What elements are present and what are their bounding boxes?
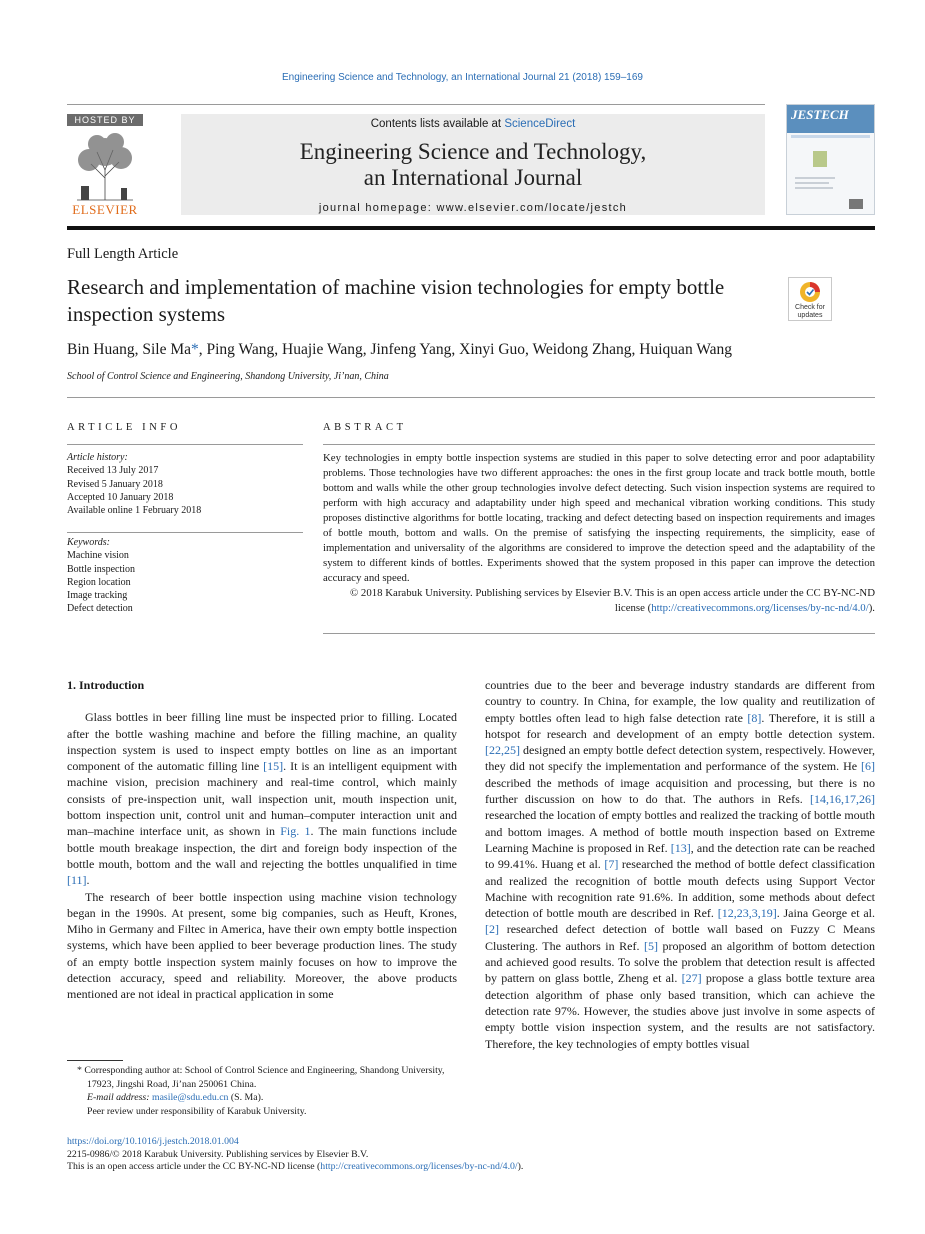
text-run: proposed an algorithm of bottom detection and achieved good results. To solve the problem that detection result is affected by pattern on glass bottle, Zheng et al. xyxy=(485,938,875,986)
authors-rest: , Ping Wang, Huajie Wang, Jinfeng Yang, Xinyi Guo, Weidong Zhang, Huiquan Wang xyxy=(198,341,733,358)
bottom-publication-info xyxy=(67,1136,523,1174)
abstract-bottom-rule xyxy=(323,633,875,634)
history-accepted: Accepted 10 January 2018 xyxy=(67,491,174,503)
abstract-copyright xyxy=(323,586,875,616)
header-rule xyxy=(67,104,765,105)
license-line xyxy=(67,1161,523,1174)
body-column-left xyxy=(67,677,457,1003)
abstract-paragraph: Key technologies in empty bottle inspection systems are studied in this paper to solve detecting error and poor adaptability problems. Those technologies have two different approaches: the ones in the first group locate and track bottle mouth, bottle bottom and walls while the other group technologies involve defect detecting. Such vision inspection systems are required to perform with high accuracy and adaptability under high speed and mechanical vibration working conditions. This study proposes distinctive algorithms for bottle locating, tracking and defect detecting based on inspection requirements and images of bottle mouth, bottom and walls. On the premise of satisfying the inspecting requirements, the simplicity, ease of implementation and universality of the algorithms are considered to improve the detection speed and the adaptability of the system to different kinds of bottles. Experiments showed that the system proposed in this paper can improve the detection accuracy and speed. xyxy=(323,452,875,584)
corresponding-author-note: * Corresponding author at: School of Control Science and Engineering, Shandong University, 17923, Jingshi Road, Ji’nan 250061 China. xyxy=(77,1065,445,1090)
citation-link[interactable]: [11] xyxy=(67,873,87,888)
cover-journal-name: JESTECH xyxy=(791,107,849,122)
abstract-heading: ABSTRACT xyxy=(323,422,407,433)
history-online: Available online 1 February 2018 xyxy=(67,505,202,517)
text-run: . The main functions include bottle mouth breakage inspection, the dirt and foreign body inspection of the bottle mouth, bottom and the wall and rejecting the bottles unqualified in time xyxy=(67,824,457,871)
peer-review-note: Peer review under responsibility of Karabuk University. xyxy=(87,1105,307,1117)
sciencedirect-link[interactable]: ScienceDirect xyxy=(504,118,576,130)
keywords-label: Keywords: xyxy=(67,537,110,548)
article-info-rule xyxy=(67,444,303,445)
keywords xyxy=(67,536,135,616)
keyword-item: Machine vision xyxy=(67,550,129,562)
email-note xyxy=(67,1091,457,1105)
affiliation: School of Control Science and Engineering, Shandong University, Ji’nan, China xyxy=(67,371,389,382)
article-type: Full Length Article xyxy=(67,246,179,262)
citation-link[interactable]: [14,16,17,26] xyxy=(810,792,875,807)
body-column-right xyxy=(485,677,875,1052)
email-suffix: (S. Ma). xyxy=(228,1092,264,1103)
text-run: . xyxy=(86,873,90,888)
updates-label: updates xyxy=(797,312,823,319)
text-run: , and the detection rate can be reached to 99.41%. Huang et al. xyxy=(485,840,876,872)
citation-link[interactable]: [5] xyxy=(643,938,658,953)
issn-line: 2215-0986/© 2018 Karabuk University. Publishing services by Elsevier B.V. xyxy=(67,1148,369,1160)
article-info-heading: ARTICLE INFO xyxy=(67,422,182,433)
intro-paragraph-2: The research of beer bottle inspection using machine vision technology began in the 1990s. At present, some big companies, such as Heuft, Krones, Miho in Germany and Filtec in America, have their own empty bottle inspection systems, which have been applied to beer beverage production lines. The study of an empty bottle inspection system mainly focuses on how to improve the detection accuracy, speed and reliability. Moreover, the above products mentioned are not ideal in practical application in some xyxy=(67,889,457,1002)
history-label: Article history: xyxy=(67,452,128,463)
text-run: . Therefore, it is still a hotspot for research and development of an empty bottle detection system. xyxy=(485,710,876,741)
abstract-body xyxy=(323,451,875,616)
history-received: Received 13 July 2017 xyxy=(67,465,159,477)
citation-link[interactable]: [15] xyxy=(263,759,284,774)
email-link[interactable]: masile@sdu.edu.cn xyxy=(151,1092,229,1103)
citation-link[interactable]: [13] xyxy=(670,840,691,855)
text-run: countries due to the beer and beverage industry standards are different from country to country. In China, for example, the low quality and reutilization of empty bottles often lead to high false detection rate xyxy=(485,678,875,725)
license-prefix: This is an open access article under the CC BY-NC-ND license ( xyxy=(67,1161,321,1172)
article-info-divider xyxy=(67,532,303,533)
email-label: E-mail address: xyxy=(87,1092,152,1103)
check-for-label: Check for xyxy=(795,304,825,311)
doi-link[interactable]: https://doi.org/10.1016/j.jestch.2018.01.004 xyxy=(67,1136,239,1147)
article-title: Research and implementation of machine vision technologies for empty bottle inspection systems xyxy=(67,275,725,326)
citation-link[interactable]: [7] xyxy=(604,857,619,872)
keyword-item: Image tracking xyxy=(67,590,128,602)
intro-paragraph-1 xyxy=(67,709,457,888)
text-run: Glass bottles in beer filling line must be inspected prior to filling. Located after the bottle washing machine and before the filling machine, an quality inspection system is used to inspect empty bottles on line as an important component of the automatic filling line xyxy=(67,710,457,774)
footnote-rule xyxy=(67,1060,123,1061)
journal-title-line-2: an International Journal xyxy=(363,165,583,190)
history-revised: Revised 5 January 2018 xyxy=(67,478,163,490)
keyword-item: Bottle inspection xyxy=(67,563,136,575)
journal-title xyxy=(181,139,765,191)
citation-link[interactable]: [2] xyxy=(485,922,499,937)
text-run: propose a glass bottle texture area detection algorithm of phase only based transition, which can achieve the detection rate 97%. However, the studies above just involve in some aspects of empty bottle vision inspection system, and the results are not satisfactory. Therefore, the key technologies of empty bottles visual xyxy=(485,971,876,1051)
authors-first: Bin Huang, Sile Ma xyxy=(67,341,191,358)
figure-link[interactable]: Fig. 1 xyxy=(280,824,311,839)
contents-line xyxy=(181,118,765,130)
journal-cover-thumbnail[interactable] xyxy=(786,104,875,215)
keyword-item: Defect detection xyxy=(67,603,133,615)
journal-homepage-link[interactable]: journal homepage: www.elsevier.com/locate/jestch xyxy=(318,202,628,214)
text-run: designed an empty bottle defect detection system, respectively. However, they did not specify the implementation and performance of the system. He xyxy=(485,743,875,774)
elsevier-tree-logo xyxy=(67,130,143,202)
abstract-rule xyxy=(323,444,875,445)
citation-link[interactable]: [12,23,3,19] xyxy=(717,906,777,921)
license-suffix: ). xyxy=(517,1161,524,1172)
intro-paragraph-2-continued xyxy=(485,677,875,1052)
citation-link[interactable]: [8] xyxy=(747,710,762,725)
license-link-bottom[interactable]: http://creativecommons.org/licenses/by-nc-nd/4.0/ xyxy=(320,1161,518,1172)
masthead-thick-rule xyxy=(67,226,875,230)
corresponding-author-mark[interactable]: * xyxy=(191,341,199,358)
check-for-updates-button[interactable] xyxy=(788,277,832,321)
license-link[interactable]: http://creativecommons.org/licenses/by-nc-nd/4.0/ xyxy=(651,602,869,614)
copyright-text: © 2018 Karabuk University. Publishing services by Elsevier B.V. This is an open access article under the CC BY-NC-ND license ( xyxy=(350,587,875,614)
citation-link[interactable]: [6] xyxy=(861,759,875,774)
journal-reference[interactable]: Engineering Science and Technology, an International Journal 21 (2018) 159–169 xyxy=(281,72,643,83)
text-run: researched the location of empty bottles and realized the tracking of bottle mouth and bottom images. A method of bottle mouth inspection based on Extreme Learning Machine is proposed in Ref. xyxy=(485,808,875,855)
citation-link[interactable]: [22,25] xyxy=(485,743,520,758)
text-run: described the methods of image acquisition and processing, but there is no further discussion on how to do that. The authors in Refs. xyxy=(485,775,875,807)
citation-link[interactable]: [27] xyxy=(681,971,702,986)
journal-title-line-1: Engineering Science and Technology, xyxy=(299,139,647,164)
hosted-by-label: HOSTED BY xyxy=(67,114,143,126)
elsevier-logo-text: ELSEVIER xyxy=(72,202,138,217)
section-heading-introduction: 1. Introduction xyxy=(67,678,145,692)
article-history xyxy=(67,451,201,517)
text-run: . Jaina George et al. xyxy=(776,906,875,921)
keyword-item: Region location xyxy=(67,576,131,588)
contents-prefix: Contents lists available at xyxy=(370,118,505,130)
text-run: researched defect detection of bottle wall based on Fuzzy C Means Clustering. The authors in Ref. xyxy=(485,922,875,953)
copyright-end: ). xyxy=(868,602,875,614)
text-run: . It is an intelligent equipment with machine vision, precision machinery and real-time control, which mainly consists of pre-inspection unit, wall inspection unit, mouth inspection unit, bottom inspection unit, control unit and human–computer interaction unit and man–machine interface unit, as shown in xyxy=(67,759,457,839)
author-list xyxy=(67,341,887,359)
text-run: researched the method of bottle defect classification and realized the recognition of bottle mouth defects using Support Vector Machine with recognition rate 91.6%. In addition, some methods about defect detection of bottle mouth are described in Ref. xyxy=(485,857,875,921)
section-rule xyxy=(67,397,875,398)
footnotes xyxy=(67,1064,457,1118)
